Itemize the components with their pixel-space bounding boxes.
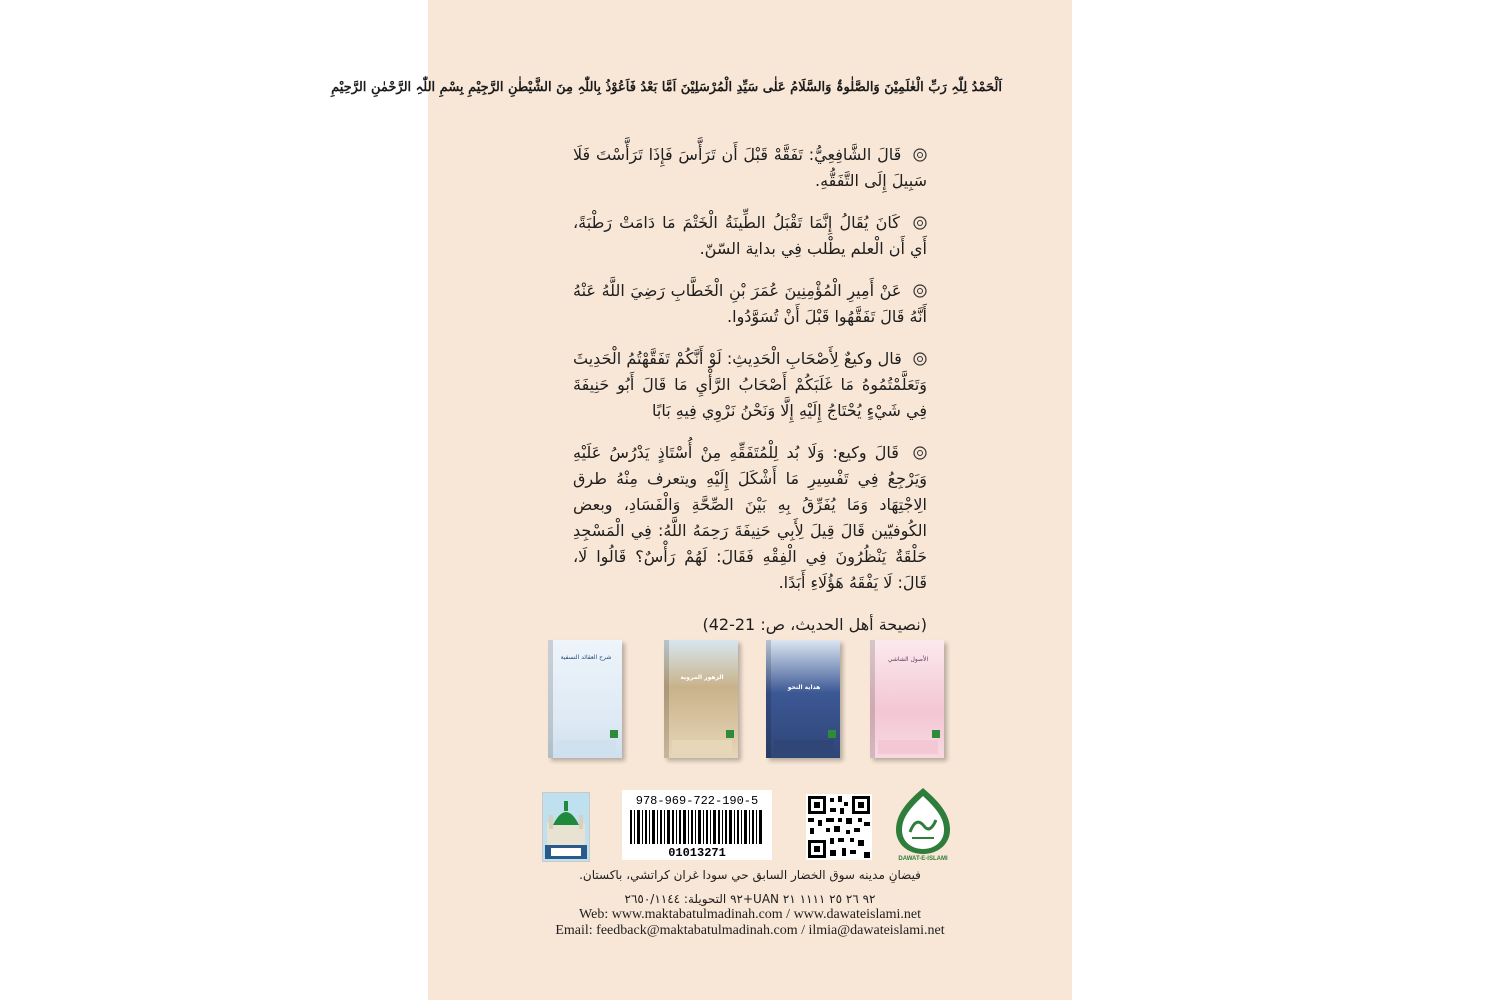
book-cover [766,640,840,758]
book-title: الزهور المروية [680,674,724,681]
dawat-e-islami-logo [890,786,956,862]
quote-item [573,142,927,194]
quote-item [573,346,927,424]
green-dome-icon [543,793,589,861]
publisher-website: Web: www.maktabatulmadinah.com / www.dawateislami.net [579,907,921,922]
qr-code-icon [806,794,872,860]
logo-caption: DAWAT-E-ISLAMI [898,856,948,862]
book-title: الأصول الشاشي [887,656,929,663]
quotes-block [573,142,927,638]
bismillah-header: اَلْحَمْدُ لِلّٰہِ رَبِّ الْعٰلَمِیْنَ وَالصَّلٰوۃُ وَالسَّلَامُ عَلٰی سَیِّدِ الْمُرْسَلِیْنَ اَمَّا بَعْدُ فَاَعُوْذُ بِاللّٰہِ مِنَ الشَّیْطٰنِ الرَّجِیْمِ بِسْمِ اللّٰہِ الرَّحْمٰنِ الرَّحِیْمِ [331,80,1002,95]
source-citation: (نصيحة أهل الحديث، ص: 21-42) [702,615,927,634]
book-cover [870,640,944,758]
flower-bullet-icon [913,284,927,298]
book-cover [664,640,738,758]
book-cover [548,640,622,758]
isbn-number: 978-969-722-190-5 [635,794,759,808]
dawat-e-islami-logo-icon [890,786,956,856]
publisher-phone: ٩٢ ٢٦ ٢٥ ١١١١ ٢١ UAN+٩٢ التحويلة: ٢٦٥٠/١١٤٤ [624,892,876,906]
flower-bullet-icon [913,352,927,366]
quote-text: كَانَ يُقَالُ إِنَّمَا تَقْبَلُ الطِّينَةُ الْخَتْمَ مَا دَامَتْ رَطْبَةً، أَي أَن الْعلم يطْلب فِي بداية السّنّ. [573,213,927,258]
book-title: شرح العقائد النسفية [560,654,612,661]
publisher-address: فيضانِ مدينه سوق الخضار السابق حي سودا غران كراتشي، باكستان. [579,868,921,882]
green-dome-icon [542,792,590,862]
quote-text: قَالَ وكيع: وَلَا بُد لِلْمُتَفَقِّهِ مِنْ أُسْتَاذٍ يَدْرُسُ عَلَيْهِ وَيَرْجِعُ فِي تَفْسِيرِ مَا أَشْكَلَ إِلَيْهِ ويتعرف مِنْهُ طرق الِاجْتِهَاد وَمَا يُفَرِّقُ بِهِ بَيْنَ الصِّحَّةِ وَالْفَسَادِ، وبعض الكُوفيّين قَالَ قِيلَ لِأَبِي حَنِيفَةَ رَحِمَهُ اللَّهُ: فِي الْمَسْجِدِ حَلْقَةٌ يَنْظُرُونَ فِي الْفِقْهِ فَقَالَ: لَهُمْ رَأْسٌ؟ قَالُوا لَا، قَالَ: لَا يَفْقَهُ هَؤُلَاءِ أَبَدًا. [573,443,927,592]
barcode-code: 01013271 [668,846,726,860]
book-title: هداية النحو [787,684,821,691]
flower-bullet-icon [913,148,927,162]
flower-bullet-icon [913,446,927,460]
quote-item [573,278,927,330]
flower-bullet-icon [913,216,927,230]
quote-text: عَنْ أَمِيرِ الْمُؤْمِنِينَ عُمَرَ بْنِ الْخَطَّابِ رَضِيَ اللَّهُ عَنْهُ أَنَّهُ قَالَ تَفَقَّهُوا قَبْلَ أَنْ تُسَوَّدُوا. [573,281,927,326]
publisher-email: Email: feedback@maktabatulmadinah.com / ilmia@dawateislami.net [555,923,945,938]
barcode-bars [630,810,764,844]
quote-text: قَالَ الشَّافِعِيُّ: تَفَقَّهْ قَبْلَ أَن تَرَأَّسَ فَإِذَا تَرَأَّسْتَ فَلَا سَبِيلَ إِلَى التَّفَقُّهِ. [573,145,927,190]
quote-item [573,440,927,596]
back-cover [331,0,1072,1000]
book-covers-row [548,640,952,760]
isbn-barcode [622,790,772,860]
quote-item [573,210,927,262]
quote-text: قال وكيعٌ لِأَصْحَابِ الْحَدِيثِ: لَوْ أَنَّكُمْ تَفَقَّهْتُمُ الْحَدِيثَ وَتَعَلَّمْتُمُوهُ مَا غَلَبَكُمْ أَصْحَابُ الرَّأْيِ مَا قَالَ أَبُو حَنِيفَةَ فِي شَيْءٍ يُحْتَاجُ إِلَيْهِ إِلَّا وَنَحْنُ نَرْوِي فِيهِ بَابًا [573,349,927,420]
qr-code-icon [806,794,872,860]
publisher-row [428,784,1072,864]
